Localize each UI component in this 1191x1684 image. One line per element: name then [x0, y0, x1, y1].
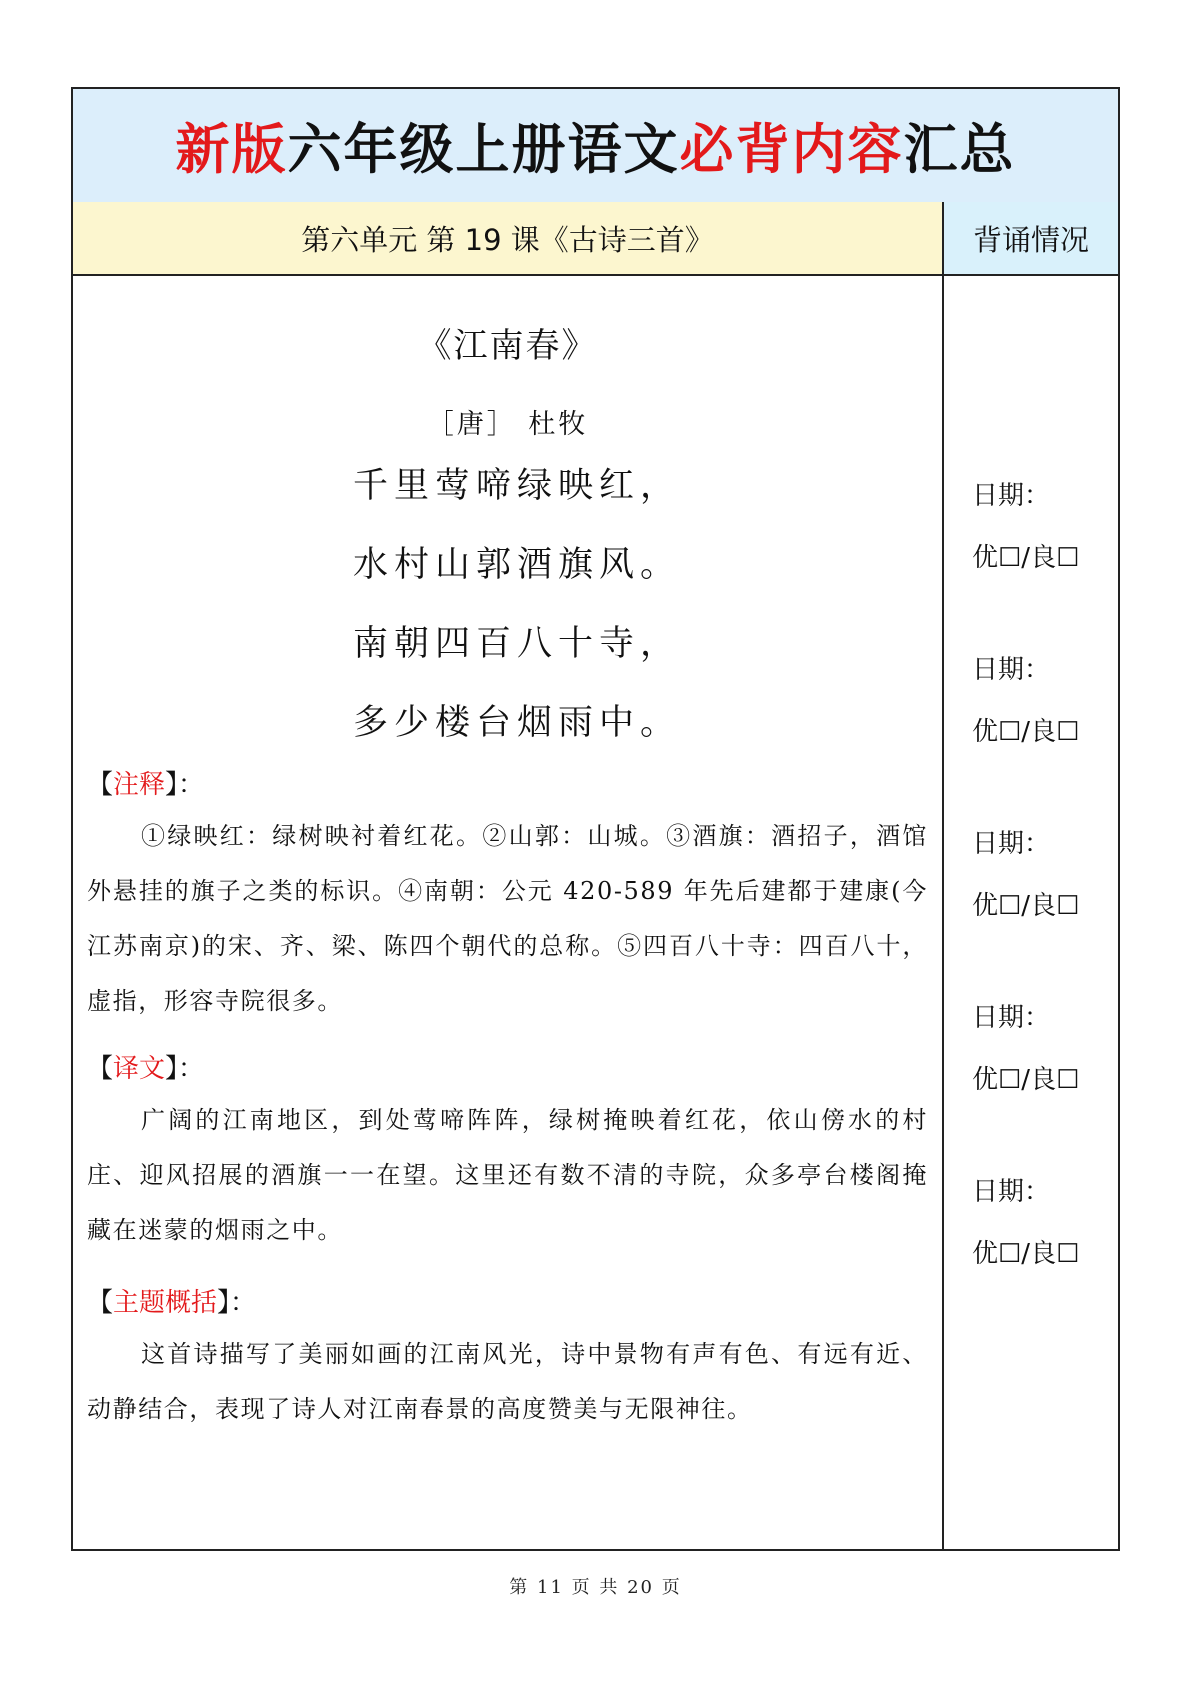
theme-heading — [87, 1282, 928, 1319]
translation-text: 广阔的江南地区，到处莺啼阵阵，绿树掩映着红花，依山傍水的村庄、迎风招展的酒旗一一在望。这里还有数不清的寺院，众多亭台楼阁掩藏在迷蒙的烟雨之中。 — [87, 1106, 928, 1244]
recite-record — [972, 476, 1079, 578]
recite-status-header: 背诵情况 — [944, 202, 1118, 276]
page-title — [73, 89, 1118, 204]
recite-record — [972, 998, 1079, 1100]
date-field[interactable]: 日期： — [972, 1003, 1051, 1033]
poem-line: 千里莺啼绿映红， — [353, 466, 682, 506]
notes-section — [87, 764, 928, 1029]
date-field[interactable]: 日期： — [972, 829, 1051, 859]
theme-label: 主题概括 — [113, 1288, 218, 1318]
poem-author: ［唐］ 杜牧 — [426, 409, 589, 440]
date-field[interactable]: 日期： — [972, 481, 1051, 511]
lesson-header: 第六单元 第 19 课《古诗三首》 — [73, 202, 944, 276]
grade-checkboxes[interactable]: 优☐/良☐ — [972, 543, 1080, 573]
poem-line: 多少楼台烟雨中。 — [353, 703, 682, 743]
date-field[interactable]: 日期： — [972, 655, 1051, 685]
poem-body — [353, 462, 681, 778]
date-field[interactable]: 日期： — [972, 1177, 1051, 1207]
recite-record — [972, 824, 1079, 926]
grade-checkboxes[interactable]: 优☐/良☐ — [972, 891, 1080, 921]
recite-record-column — [944, 276, 1118, 1549]
recite-record — [972, 1172, 1079, 1274]
translation-section — [87, 1048, 928, 1258]
title-part-grade: 六年级上册语文 — [287, 118, 680, 181]
translation-heading — [87, 1048, 928, 1085]
recite-record — [972, 650, 1079, 752]
bracket-open: 【 — [87, 770, 114, 800]
bracket-open: 【 — [87, 1288, 114, 1318]
content-column — [73, 276, 944, 1549]
bracket-close: 】： — [165, 770, 205, 800]
translation-label: 译文 — [113, 1054, 166, 1084]
grade-checkboxes[interactable]: 优☐/良☐ — [972, 717, 1080, 747]
theme-text: 这首诗描写了美丽如画的江南风光，诗中景物有声有色、有远有近、动静结合，表现了诗人对江南春景的高度赞美与无限神往。 — [87, 1340, 928, 1423]
page-number: 第 11 页 共 20 页 — [509, 1577, 682, 1598]
notes-text: ①绿映红：绿树映衬着红花。②山郭：山城。③酒旗：酒招子，酒馆外悬挂的旗子之类的标识。④南朝：公元 420-589 年先后建都于建康(今江苏南京)的宋、齐、梁、陈四个朝代的总称。⑤四百八十寺：四百八十，虚指，形容寺院很多。 — [87, 822, 928, 1015]
title-part-new-edition: 新版 — [175, 118, 288, 181]
poem-line: 南朝四百八十寺， — [353, 624, 682, 664]
bracket-close: 】： — [165, 1054, 205, 1084]
notes-label: 注释 — [113, 770, 166, 800]
poem-title: 《江南春》 — [417, 326, 598, 366]
title-part-summary: 汇总 — [903, 118, 1016, 181]
theme-section — [87, 1282, 928, 1437]
poem-line: 水村山郭酒旗风。 — [353, 545, 682, 585]
title-part-must-recite: 必背内容 — [679, 118, 904, 181]
bracket-open: 【 — [87, 1054, 114, 1084]
worksheet-table — [71, 87, 1120, 1551]
grade-checkboxes[interactable]: 优☐/良☐ — [972, 1239, 1080, 1269]
bracket-close: 】： — [217, 1288, 257, 1318]
notes-heading — [87, 764, 928, 801]
grade-checkboxes[interactable]: 优☐/良☐ — [972, 1065, 1080, 1095]
